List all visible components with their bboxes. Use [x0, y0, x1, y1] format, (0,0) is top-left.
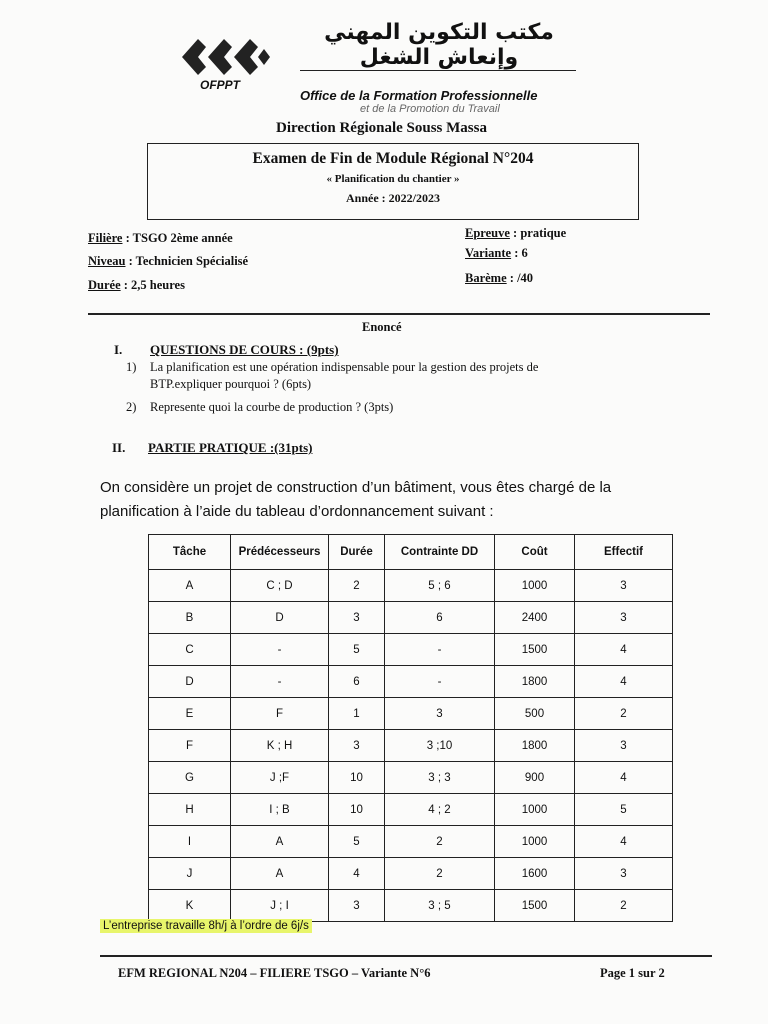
question-2-text: Represente quoi la courbe de production ? (3pts)	[150, 400, 394, 414]
cell-tache: J	[149, 858, 231, 890]
niveau-value: : Technicien Spécialisé	[128, 254, 249, 268]
exam-title: Examen de Fin de Module Régional N°204	[252, 150, 534, 167]
question-2	[126, 400, 393, 415]
section-1-number: I.	[114, 342, 123, 357]
cell-tache: G	[149, 762, 231, 794]
enonce-heading: Enoncé	[362, 320, 402, 334]
cell-cout: 1500	[495, 634, 575, 666]
section-divider	[88, 313, 710, 315]
cell-tache: K	[149, 890, 231, 922]
cell-cout: 1000	[495, 794, 575, 826]
bareme-label: Barème	[465, 271, 507, 285]
section-1-heading	[114, 342, 339, 358]
cell-cout: 1800	[495, 666, 575, 698]
cell-tache: D	[149, 666, 231, 698]
duree-value: : 2,5 heures	[123, 278, 185, 292]
variante-value: : 6	[514, 246, 528, 260]
table-row	[149, 570, 673, 602]
table-row	[149, 634, 673, 666]
cell-tache: B	[149, 602, 231, 634]
table-row	[149, 730, 673, 762]
table-row	[149, 762, 673, 794]
ordonnancement-table	[148, 534, 673, 922]
cell-cout: 900	[495, 762, 575, 794]
question-2-number: 2)	[126, 400, 137, 414]
epreuve-label: Epreuve	[465, 226, 510, 240]
cell-duree: 4	[329, 858, 385, 890]
cell-contrainte: 2	[385, 858, 495, 890]
table-row	[149, 858, 673, 890]
intro-paragraph: On considère un projet de construction d’un bâtiment, vous êtes chargé de la planification à l’aide du tableau d’ordonnancement suivant :	[100, 479, 612, 520]
office-name-line2: et de la Promotion du Travail	[360, 103, 500, 115]
highlighted-note: L’entreprise travaille 8h/j à l’ordre de 6j/s	[100, 919, 312, 933]
epreuve-value: : pratique	[513, 226, 567, 240]
cell-duree: 10	[329, 794, 385, 826]
header-cout: Coût	[495, 535, 575, 570]
header-duree: Durée	[329, 535, 385, 570]
cell-duree: 3	[329, 602, 385, 634]
cell-tache: C	[149, 634, 231, 666]
section-2-title: PARTIE PRATIQUE :(31pts)	[148, 440, 313, 455]
cell-effectif: 3	[575, 602, 673, 634]
arabic-title: مكتب التكوين المهني وإنعاش الشغل	[324, 20, 554, 70]
cell-effectif: 4	[575, 826, 673, 858]
cell-cout: 2400	[495, 602, 575, 634]
table-header-row	[149, 535, 673, 570]
footer-title: EFM REGIONAL N204 – FILIERE TSGO – Variante N°6	[118, 966, 431, 980]
direction-regionale: Direction Régionale Souss Massa	[276, 120, 487, 136]
cell-effectif: 4	[575, 762, 673, 794]
cell-tache: H	[149, 794, 231, 826]
section-1-title: QUESTIONS DE COURS : (9pts)	[150, 342, 339, 357]
cell-contrainte: -	[385, 666, 495, 698]
duree-label: Durée	[88, 278, 121, 292]
bareme-info	[465, 271, 533, 286]
cell-effectif: 3	[575, 730, 673, 762]
cell-contrainte: 3 ; 3	[385, 762, 495, 794]
variante-info	[465, 246, 528, 261]
cell-duree: 5	[329, 634, 385, 666]
cell-predecesseurs: I ; B	[231, 794, 329, 826]
cell-duree: 3	[329, 730, 385, 762]
cell-cout: 1500	[495, 890, 575, 922]
cell-effectif: 4	[575, 634, 673, 666]
cell-predecesseurs: J ; I	[231, 890, 329, 922]
duree-info	[88, 278, 185, 293]
table-row	[149, 698, 673, 730]
cell-tache: E	[149, 698, 231, 730]
cell-predecesseurs: A	[231, 858, 329, 890]
footer-divider	[100, 955, 712, 957]
variante-label: Variante	[465, 246, 512, 260]
cell-duree: 10	[329, 762, 385, 794]
cell-contrainte: 2	[385, 826, 495, 858]
filiere-label: Filière	[88, 231, 123, 245]
cell-tache: F	[149, 730, 231, 762]
bareme-value: : /40	[509, 271, 534, 285]
cell-predecesseurs: K ; H	[231, 730, 329, 762]
cell-predecesseurs: J ;F	[231, 762, 329, 794]
cell-contrainte: 3 ; 5	[385, 890, 495, 922]
niveau-info	[88, 254, 248, 269]
cell-contrainte: 5 ; 6	[385, 570, 495, 602]
question-1-number: 1)	[126, 360, 137, 374]
header-divider	[300, 70, 576, 71]
filiere-info	[88, 231, 233, 246]
filiere-value: : TSGO 2ème année	[125, 231, 233, 245]
page-number: Page 1 sur 2	[600, 966, 665, 980]
cell-predecesseurs: -	[231, 666, 329, 698]
cell-contrainte: 6	[385, 602, 495, 634]
office-name-line1: Office de la Formation Professionnelle	[300, 88, 538, 103]
cell-cout: 1600	[495, 858, 575, 890]
header-effectif: Effectif	[575, 535, 673, 570]
cell-effectif: 2	[575, 698, 673, 730]
table-row	[149, 666, 673, 698]
table-row	[149, 602, 673, 634]
header-tache: Tâche	[149, 535, 231, 570]
cell-effectif: 2	[575, 890, 673, 922]
cell-duree: 5	[329, 826, 385, 858]
cell-cout: 500	[495, 698, 575, 730]
header-predecesseurs: Prédécesseurs	[231, 535, 329, 570]
cell-tache: I	[149, 826, 231, 858]
question-1-line2: BTP.expliquer pourquoi ? (6pts)	[150, 377, 312, 391]
cell-contrainte: 3 ;10	[385, 730, 495, 762]
cell-duree: 3	[329, 890, 385, 922]
cell-tache: A	[149, 570, 231, 602]
section-2-number: II.	[112, 440, 126, 455]
cell-duree: 1	[329, 698, 385, 730]
cell-contrainte: 4 ; 2	[385, 794, 495, 826]
question-1	[126, 359, 626, 393]
cell-contrainte: 3	[385, 698, 495, 730]
cell-effectif: 3	[575, 570, 673, 602]
question-1-line1: La planification est une opération indispensable pour la gestion des projets de	[150, 360, 539, 374]
cell-cout: 1800	[495, 730, 575, 762]
cell-duree: 6	[329, 666, 385, 698]
cell-effectif: 5	[575, 794, 673, 826]
table-row	[149, 826, 673, 858]
cell-predecesseurs: -	[231, 634, 329, 666]
cell-predecesseurs: A	[231, 826, 329, 858]
section-2-heading	[112, 440, 312, 456]
cell-predecesseurs: C ; D	[231, 570, 329, 602]
cell-cout: 1000	[495, 570, 575, 602]
table-row	[149, 890, 673, 922]
cell-effectif: 3	[575, 858, 673, 890]
cell-effectif: 4	[575, 666, 673, 698]
exam-year: Année : 2022/2023	[346, 191, 440, 205]
cell-duree: 2	[329, 570, 385, 602]
cell-contrainte: -	[385, 634, 495, 666]
epreuve-info	[465, 226, 566, 241]
cell-cout: 1000	[495, 826, 575, 858]
niveau-label: Niveau	[88, 254, 126, 268]
logo-label: OFPPT	[200, 78, 241, 92]
table-row	[149, 794, 673, 826]
cell-predecesseurs: F	[231, 698, 329, 730]
header-contrainte: Contrainte DD	[385, 535, 495, 570]
exam-title-box	[147, 143, 639, 220]
cell-predecesseurs: D	[231, 602, 329, 634]
exam-subject: « Planification du chantier »	[326, 173, 460, 185]
